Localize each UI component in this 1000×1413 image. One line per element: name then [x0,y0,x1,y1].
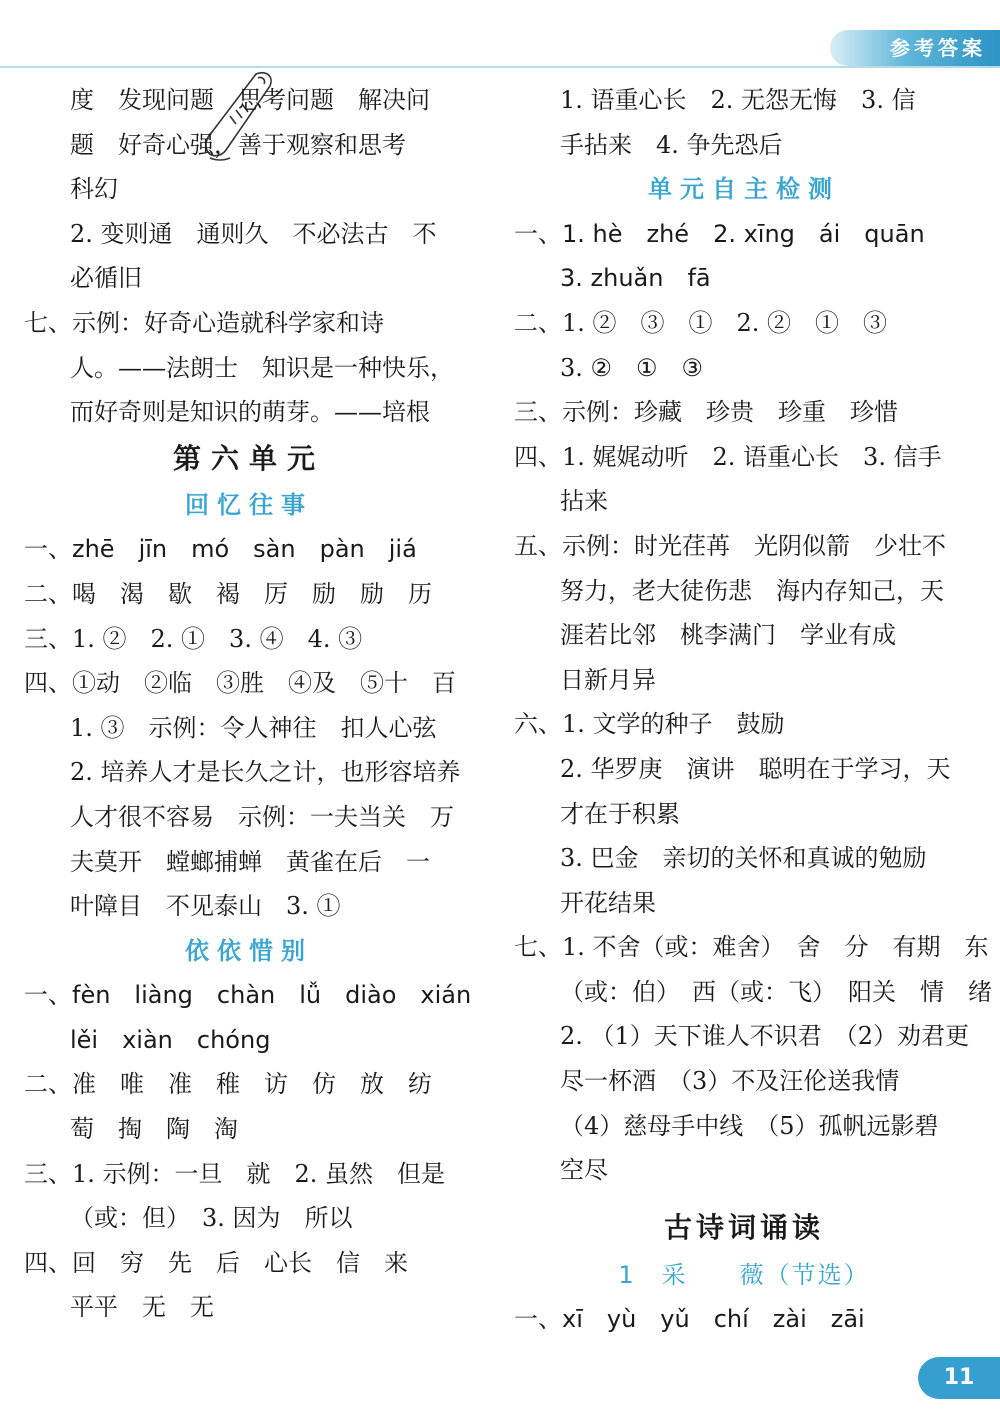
answer-line: 夫莫开 螳螂捕蝉 黄雀在后 一 [70,847,430,876]
answer-line: 3. 巴金 亲切的关怀和真诚的勉励 [560,844,927,873]
answer-line: 四、①动 ②临 ③胜 ④及 ⑤十 百 [24,669,456,698]
page-number: 11 [918,1357,1000,1399]
answer-line: 才在于积累 [560,799,680,828]
answer-line: 三、1. 示例：一旦 就 2. 虽然 但是 [24,1159,446,1188]
answer-line: 叶障目 不见泰山 3. ① [70,892,341,921]
answer-line: 题 好奇心强，善于观察和思考 [70,130,406,159]
answer-line: 2. （1）天下谁人不识君 （2）劝君更 [560,1022,970,1051]
answer-line: 3. zhuǎn fā [560,264,711,293]
answer-line: 尽一杯酒 （3）不及汪伦送我情 [560,1067,900,1096]
answer-line: 涯若比邻 桃李满门 学业有成 [560,621,896,650]
answer-line: 二、准 唯 准 稚 访 仿 放 纺 [24,1070,432,1099]
answer-line: 必循旧 [70,264,142,293]
answer-line: 日新月异 [560,665,656,694]
answer-line: 3. ② ① ③ [560,353,704,382]
answer-line: 六、1. 文学的种子 鼓励 [514,710,785,739]
answer-key-tag: 参考答案 [830,30,1000,66]
answer-line: 二、1. ② ③ ① 2. ② ① ③ [514,308,888,337]
answer-line: 二、喝 渴 歇 褐 厉 励 励 历 [24,579,432,608]
answer-line: （或：但） 3. 因为 所以 [70,1204,353,1233]
answer-line: 度 发现问题 思考问题 解决问 [70,86,430,114]
lesson-title: 单元自主检测 [648,175,840,204]
answer-line: 七、示例：好奇心造就科学家和诗 [24,308,384,337]
answer-line: 一、zhē jīn mó sàn pàn jiá [24,535,417,564]
lesson-title: 1 采 薇（节选） [618,1260,870,1289]
answer-line: 2. 培养人才是长久之计，也形容培养 [70,758,461,787]
answer-line: （或：伯） 西（或：飞） 阳关 情 绪 [560,977,992,1006]
lesson-title: 回忆往事 [185,490,313,519]
answer-line: 一、1. hè zhé 2. xīng ái quān [514,219,925,248]
answer-line: 2. 华罗庚 演讲 聪明在于学习，天 [560,754,951,783]
answer-line: 四、回 穷 先 后 心长 信 来 [24,1248,408,1277]
lesson-title: 依依惜别 [185,936,313,965]
header-divider [0,66,1000,68]
answer-line: 一、xī yù yǔ chí zài zāi [514,1305,865,1334]
section-title: 古诗词诵读 [663,1210,824,1244]
answer-line: 一、fèn liàng chàn lǚ diào xián [24,981,472,1010]
right-column [514,78,992,1342]
answer-line: （4）慈母手中线 （5）孤帆远影碧 [560,1111,939,1140]
answer-line: 萄 掏 陶 淘 [70,1115,238,1144]
left-column [24,78,474,1330]
answer-line: 1. ③ 示例：令人神往 扣人心弦 [70,713,437,742]
answer-line: 人才很不容易 示例：一夫当关 万 [70,802,454,831]
answer-line: 空尽 [560,1156,608,1185]
answer-line: 拈来 [560,487,608,516]
answer-line: lěi xiàn chóng [70,1025,271,1054]
answer-line: 1. 语重心长 2. 无怨无悔 3. 信 [560,86,916,114]
answer-line: 平平 无 无 [70,1293,214,1322]
answer-line: 手拈来 4. 争先恐后 [560,130,783,159]
answer-line: 科幻 [70,175,118,204]
unit-title: 第六单元 [172,441,325,475]
answer-line: 努力，老大徒伤悲 海内存知己，天 [560,576,944,605]
answer-line: 七、1. 不舍（或：难舍） 舍 分 有期 东 [514,933,989,962]
answer-line: 五、示例：时光荏苒 光阴似箭 少壮不 [514,531,946,560]
answer-line: 开花结果 [560,888,656,917]
answer-line: 人。——法朗士 知识是一种快乐， [70,353,454,382]
answer-line: 三、示例：珍藏 珍贵 珍重 珍惜 [514,398,898,427]
answer-line: 三、1. ② 2. ① 3. ④ 4. ③ [24,624,363,653]
answer-line: 四、1. 娓娓动听 2. 语重心长 3. 信手 [514,442,942,471]
answer-line: 而好奇则是知识的萌芽。——培根 [70,398,430,427]
answer-line: 2. 变则通 通则久 不必法古 不 [70,219,437,248]
